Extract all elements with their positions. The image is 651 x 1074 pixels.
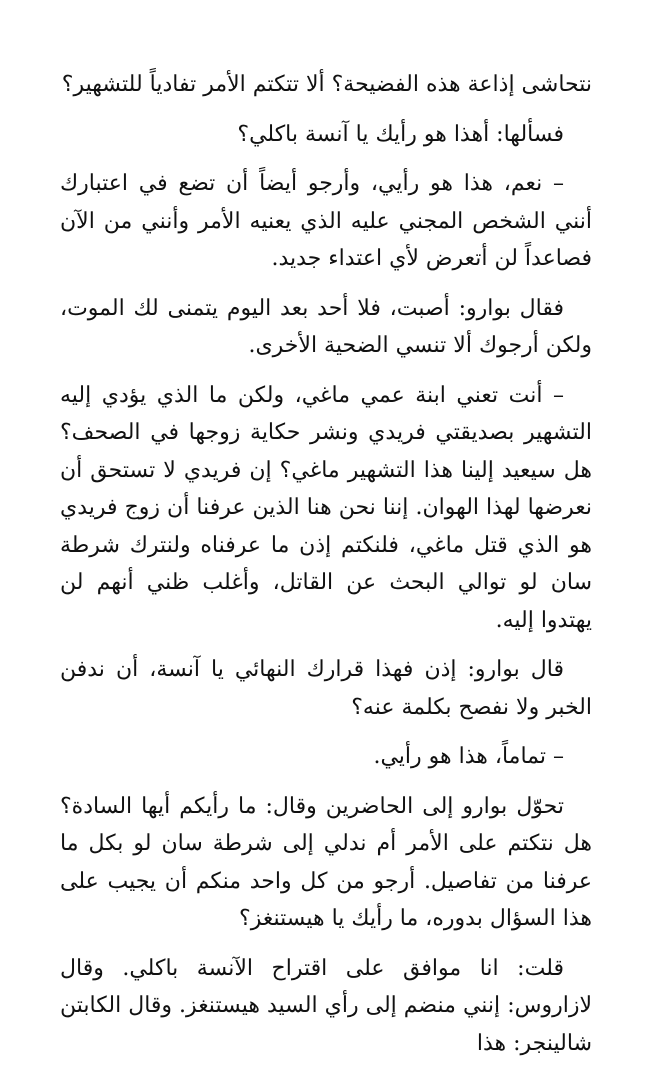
paragraph-1: نتحاشى إذاعة هذه الفضيحة؟ ألا تتكتم الأمر تفادياً للتشهير؟ xyxy=(61,72,592,97)
paragraph-8: تحوّل بوارو إلى الحاضرين وقال: ما رأيكم أيها السادة؟ هل نتكتم على الأمر أم ندلي إلى شرطة سان لو بكل ما عرفنا من تفاصيل. أرجو من كل واحد منكم أن يجيب على هذا السؤال بدوره، ما رأيك يا هيستنغز؟ xyxy=(60,793,592,931)
paragraph-6: قال بوارو: إذن فهذا قرارك النهائي يا آنسة، أن ندفن الخبر ولا نفصح بكلمة عنه؟ xyxy=(60,657,592,720)
paragraph-7: – تماماً، هذا هو رأيي. xyxy=(373,744,564,769)
paragraph-4: فقال بوارو: أصبت، فلا أحد بعد اليوم يتمنى لك الموت، ولكن أرجوك ألا تنسي الضحية الأخرى. xyxy=(60,295,592,358)
paragraph-9: قلت: انا موافق على اقتراح الآنسة باكلي. وقال لازاروس: إنني منضم إلى رأي السيد هيستنغز. وقال الكابتن شالينجر: هذا xyxy=(60,955,592,1056)
paragraph-2: فسألها: أهذا هو رأيك يا آنسة باكلي؟ xyxy=(237,121,564,147)
book-page xyxy=(60,66,592,1074)
paragraph-3: – نعم، هذا هو رأيي، وأرجو أيضاً أن تضع في اعتبارك أنني الشخص المجني عليه الذي يعنيه الأمر وأنني من الآن فصاعداً لن أتعرض لأي اعتداء جديد. xyxy=(60,171,592,271)
paragraph-5: – أنت تعني ابنة عمي ماغي، ولكن ما الذي يؤدي إليه التشهير بصديقتي فريدي ونشر حكاية زوجها في الصحف؟ هل سيعيد إلينا هذا التشهير ماغي؟ إن فريدي لا تستحق أن نعرضها لهذا الهوان. إننا نحن هنا الذين عرفنا أن زوج فريدي هو الذي قتل ماغي، فلنكتم إذن ما عرفناه ولنترك شرطة سان لو توالي البحث عن القاتل، وأغلب ظني أنهم لن يهتدوا إليه. xyxy=(60,382,592,633)
